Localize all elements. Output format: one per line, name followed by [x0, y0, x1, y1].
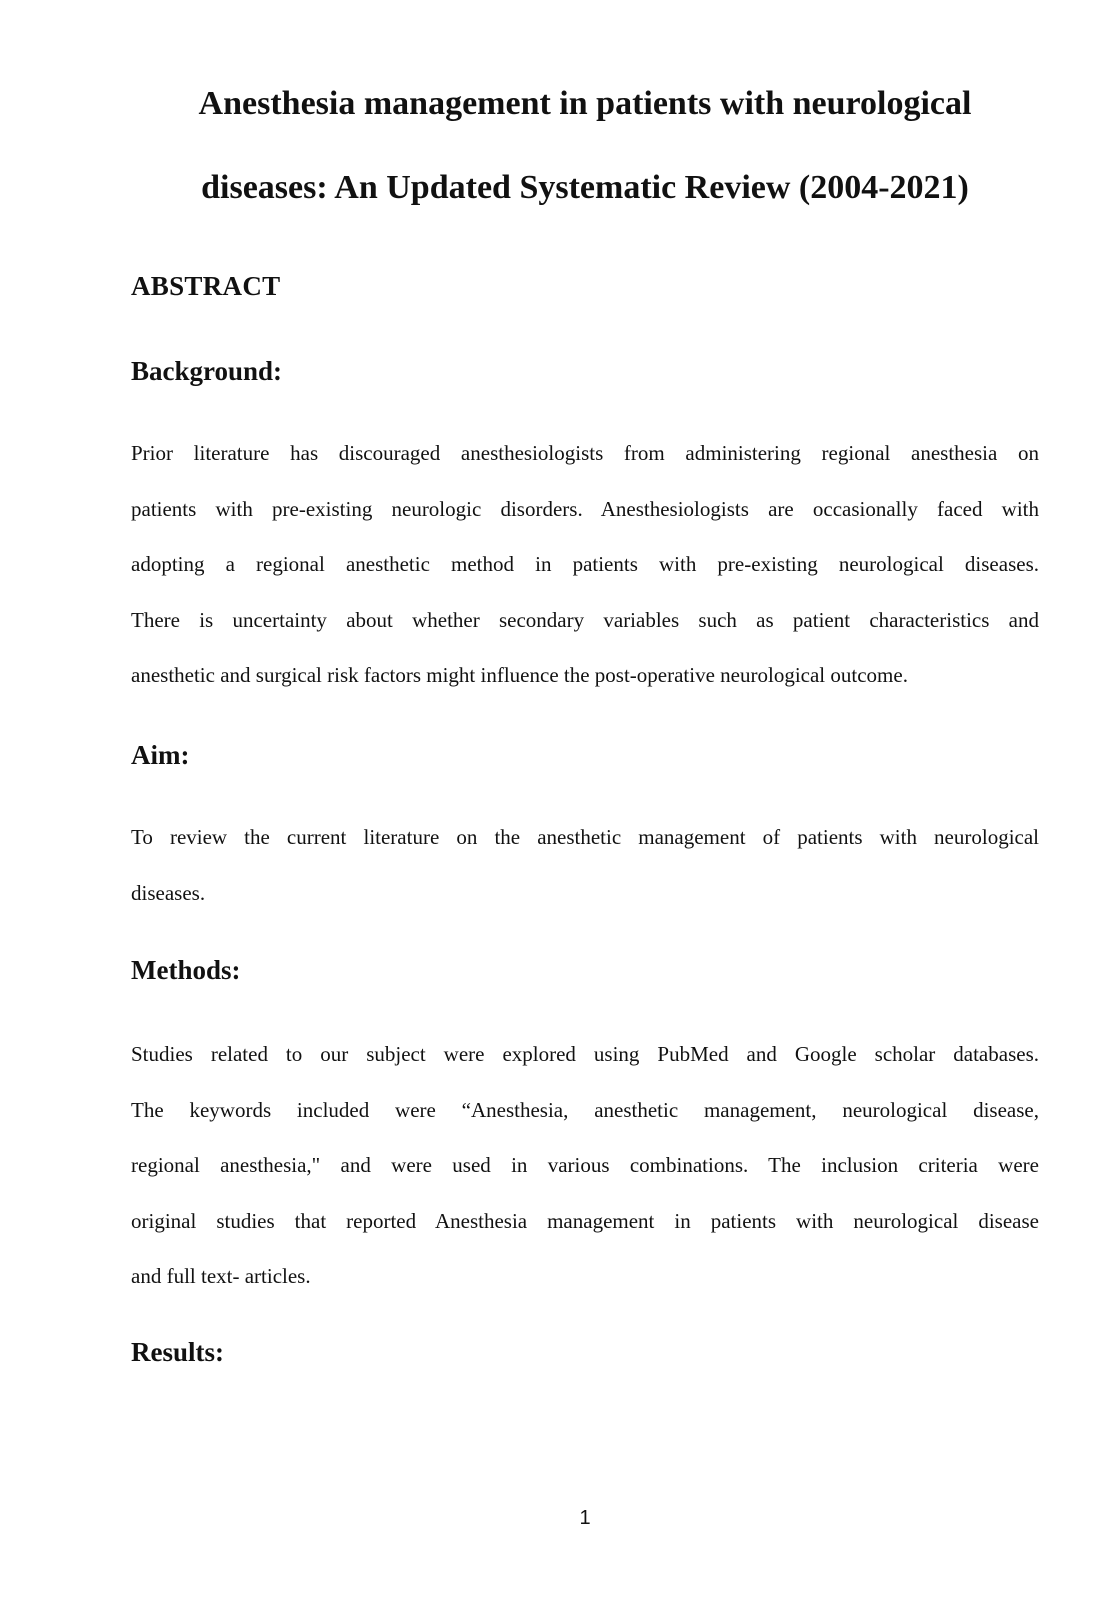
- background-line-5: anesthetic and surgical risk factors might influence the post-operative neurological outcome.: [131, 663, 908, 687]
- abstract-heading: ABSTRACT: [131, 271, 281, 301]
- methods-paragraph: [131, 1027, 1039, 1305]
- background-paragraph: [131, 426, 1039, 704]
- aim-line-1: To review the current literature on the anesthetic management of patients with neurological: [131, 825, 1039, 849]
- methods-line-1: Studies related to our subject were explored using PubMed and Google scholar databases.: [131, 1042, 1039, 1066]
- paper-title-line-2: diseases: An Updated Systematic Review (2004-2021): [201, 169, 969, 206]
- methods-line-5: and full text- articles.: [131, 1264, 311, 1288]
- background-line-2: patients with pre-existing neurologic disorders. Anesthesiologists are occasionally faced with: [131, 496, 1039, 521]
- methods-heading: Methods:: [131, 955, 241, 985]
- background-line-3: adopting a regional anesthetic method in patients with pre-existing neurological diseases.: [131, 552, 1039, 576]
- background-heading: Background:: [131, 356, 283, 386]
- background-line-4: There is uncertainty about whether secondary variables such as patient characteristics and: [131, 607, 1039, 632]
- methods-line-4: original studies that reported Anesthesia management in patients with neurological disease: [131, 1208, 1039, 1233]
- background-line-1: Prior literature has discouraged anesthesiologists from administering regional anesthesia on: [131, 441, 1039, 465]
- paper-title-line-1: Anesthesia management in patients with neurological: [198, 85, 972, 122]
- results-heading: Results:: [131, 1337, 224, 1367]
- methods-line-2: The keywords included were “Anesthesia, anesthetic management, neurological disease,: [131, 1097, 1039, 1122]
- aim-heading: Aim:: [131, 740, 190, 770]
- aim-line-2: diseases.: [131, 880, 206, 905]
- page-number: 1: [579, 1507, 591, 1529]
- aim-paragraph: [131, 810, 1039, 921]
- methods-line-3: regional anesthesia," and were used in various combinations. The inclusion criteria were: [131, 1153, 1039, 1177]
